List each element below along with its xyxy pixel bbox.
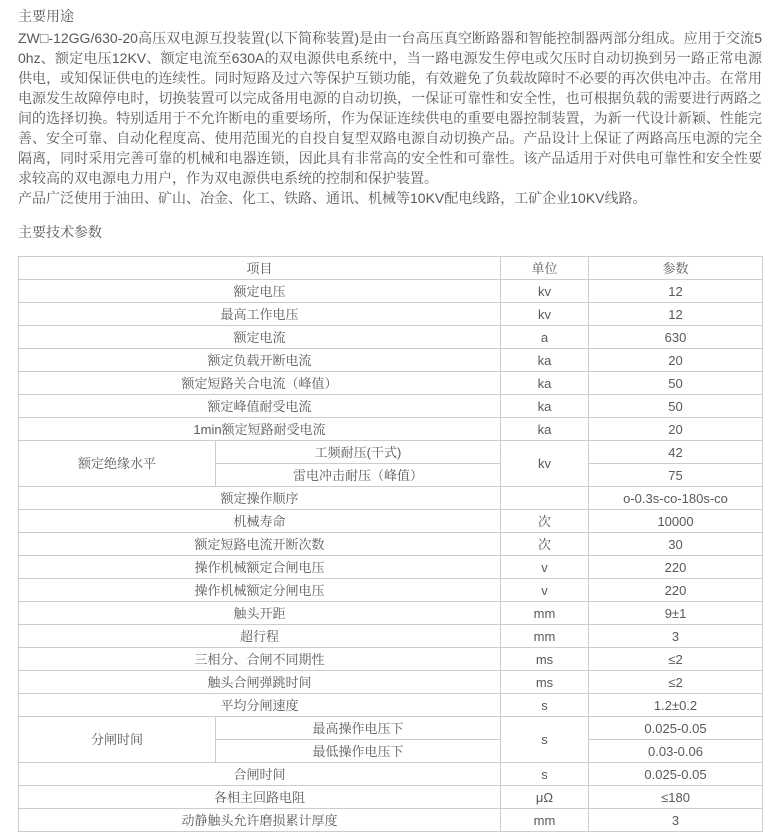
item-group-cell: 额定绝缘水平 <box>19 441 216 487</box>
item-sub-cell: 最高操作电压下 <box>216 717 501 740</box>
item-cell: 三相分、合闸不同期性 <box>19 648 501 671</box>
item-cell: 操作机械额定分闸电压 <box>19 579 501 602</box>
value-cell: 10000 <box>589 510 763 533</box>
table-row <box>19 625 763 648</box>
table-row <box>19 280 763 303</box>
value-cell: 3 <box>589 625 763 648</box>
value-cell: 1.2±0.2 <box>589 694 763 717</box>
value-cell: ≤2 <box>589 648 763 671</box>
item-sub-cell: 最低操作电压下 <box>216 740 501 763</box>
table-row <box>19 441 763 464</box>
table-row <box>19 349 763 372</box>
unit-cell: mm <box>501 809 589 832</box>
item-cell: 额定操作顺序 <box>19 487 501 510</box>
item-sub-cell: 工频耐压(干式) <box>216 441 501 464</box>
unit-cell: v <box>501 579 589 602</box>
table-row <box>19 809 763 832</box>
item-cell: 合闸时间 <box>19 763 501 786</box>
value-cell: 630 <box>589 326 763 349</box>
table-row <box>19 648 763 671</box>
unit-cell: kv <box>501 280 589 303</box>
table-row <box>19 326 763 349</box>
item-cell: 额定峰值耐受电流 <box>19 395 501 418</box>
item-cell: 额定短路电流开断次数 <box>19 533 501 556</box>
value-cell: 0.03-0.06 <box>589 740 763 763</box>
value-cell: 220 <box>589 556 763 579</box>
item-cell: 额定短路关合电流（峰值） <box>19 372 501 395</box>
value-cell: o-0.3s-co-180s-co <box>589 487 763 510</box>
table-row <box>19 487 763 510</box>
unit-cell: ka <box>501 418 589 441</box>
unit-cell: s <box>501 763 589 786</box>
value-cell: 30 <box>589 533 763 556</box>
value-cell: 75 <box>589 464 763 487</box>
usage-paragraph-main: ZW□-12GG/630-20高压双电源互投装置(以下简称装置)是由一台高压真空断路器和智能控制器两部分组成。应用于交流50hz、额定电压12KV、额定电流至630A的双电源供电系统中，当一路电源发生停电或欠压时自动切换到另一路正常电源供电，或知保证供电的连续性。同时短路及过六等保护互锁功能，有效避免了负载故障时不必要的再次供电冲击。在常用电源发生故障停电时，切换装置可以完成备用电源的自动切换，一保证可靠性和安全性，也可根据负载的需要进行两路之间的选择切换。特别适用于不允许断电的重要场所，作为保证连续供电的重要电器控制装置，为新一代设计新颖、性能完善、安全可靠、自动化程度高、使用范围光的自投自复型双路电源自动切换产品。产品设计上保证了两路高压电源的完全隔离，同时采用完善可靠的机械和电器连锁，因此具有非常高的安全性和可靠性。该产品适用于对供电可靠性和安全性要求较高的双电源电力用户，作为双电源供电系统的控制和保护装置。 <box>18 30 762 186</box>
table-row <box>19 556 763 579</box>
unit-cell: kv <box>501 303 589 326</box>
value-cell: 42 <box>589 441 763 464</box>
section-title-specs: 主要技术参数 <box>18 224 102 240</box>
item-cell: 1min额定短路耐受电流 <box>19 418 501 441</box>
value-cell: 50 <box>589 395 763 418</box>
table-row <box>19 602 763 625</box>
table-row <box>19 395 763 418</box>
item-cell: 最高工作电压 <box>19 303 501 326</box>
column-header-unit: 单位 <box>501 257 589 280</box>
value-cell: 9±1 <box>589 602 763 625</box>
unit-cell: mm <box>501 625 589 648</box>
unit-cell: ms <box>501 671 589 694</box>
item-cell: 额定电压 <box>19 280 501 303</box>
unit-cell: ka <box>501 349 589 372</box>
item-group-cell: 分闸时间 <box>19 717 216 763</box>
item-cell: 各相主回路电阻 <box>19 786 501 809</box>
item-sub-cell: 雷电冲击耐压（峰值） <box>216 464 501 487</box>
table-row <box>19 372 763 395</box>
table-row <box>19 533 763 556</box>
value-cell: ≤180 <box>589 786 763 809</box>
column-header-item: 项目 <box>19 257 501 280</box>
item-cell: 动静触头允许磨损累计厚度 <box>19 809 501 832</box>
unit-cell: v <box>501 556 589 579</box>
table-header-row <box>19 257 763 280</box>
value-cell: 12 <box>589 280 763 303</box>
value-cell: 20 <box>589 418 763 441</box>
table-row <box>19 303 763 326</box>
column-header-value: 参数 <box>589 257 763 280</box>
unit-cell <box>501 487 589 510</box>
value-cell: ≤2 <box>589 671 763 694</box>
unit-cell: s <box>501 717 589 763</box>
usage-paragraph-applications: 产品广泛使用于油田、矿山、冶金、化工、铁路、通讯、机械等10KV配电线路，工矿企业10KV线路。 <box>18 190 647 206</box>
unit-cell: s <box>501 694 589 717</box>
value-cell: 50 <box>589 372 763 395</box>
item-cell: 机械寿命 <box>19 510 501 533</box>
unit-cell: a <box>501 326 589 349</box>
specs-table <box>18 256 763 832</box>
section-title-usage: 主要用途 <box>18 8 74 24</box>
table-row <box>19 579 763 602</box>
unit-cell: 次 <box>501 510 589 533</box>
unit-cell: mm <box>501 602 589 625</box>
item-cell: 额定电流 <box>19 326 501 349</box>
unit-cell: ka <box>501 395 589 418</box>
item-cell: 触头开距 <box>19 602 501 625</box>
value-cell: 3 <box>589 809 763 832</box>
item-cell: 平均分闸速度 <box>19 694 501 717</box>
item-cell: 操作机械额定合闸电压 <box>19 556 501 579</box>
table-row <box>19 671 763 694</box>
table-row <box>19 763 763 786</box>
table-row <box>19 694 763 717</box>
unit-cell: ka <box>501 372 589 395</box>
item-cell: 触头合闸弹跳时间 <box>19 671 501 694</box>
unit-cell: μΩ <box>501 786 589 809</box>
table-row <box>19 786 763 809</box>
specs-table-body <box>19 280 763 832</box>
table-row <box>19 418 763 441</box>
value-cell: 220 <box>589 579 763 602</box>
value-cell: 20 <box>589 349 763 372</box>
item-cell: 额定负载开断电流 <box>19 349 501 372</box>
value-cell: 0.025-0.05 <box>589 717 763 740</box>
value-cell: 0.025-0.05 <box>589 763 763 786</box>
unit-cell: kv <box>501 441 589 487</box>
value-cell: 12 <box>589 303 763 326</box>
table-row <box>19 717 763 740</box>
item-cell: 超行程 <box>19 625 501 648</box>
table-row <box>19 510 763 533</box>
unit-cell: 次 <box>501 533 589 556</box>
unit-cell: ms <box>501 648 589 671</box>
